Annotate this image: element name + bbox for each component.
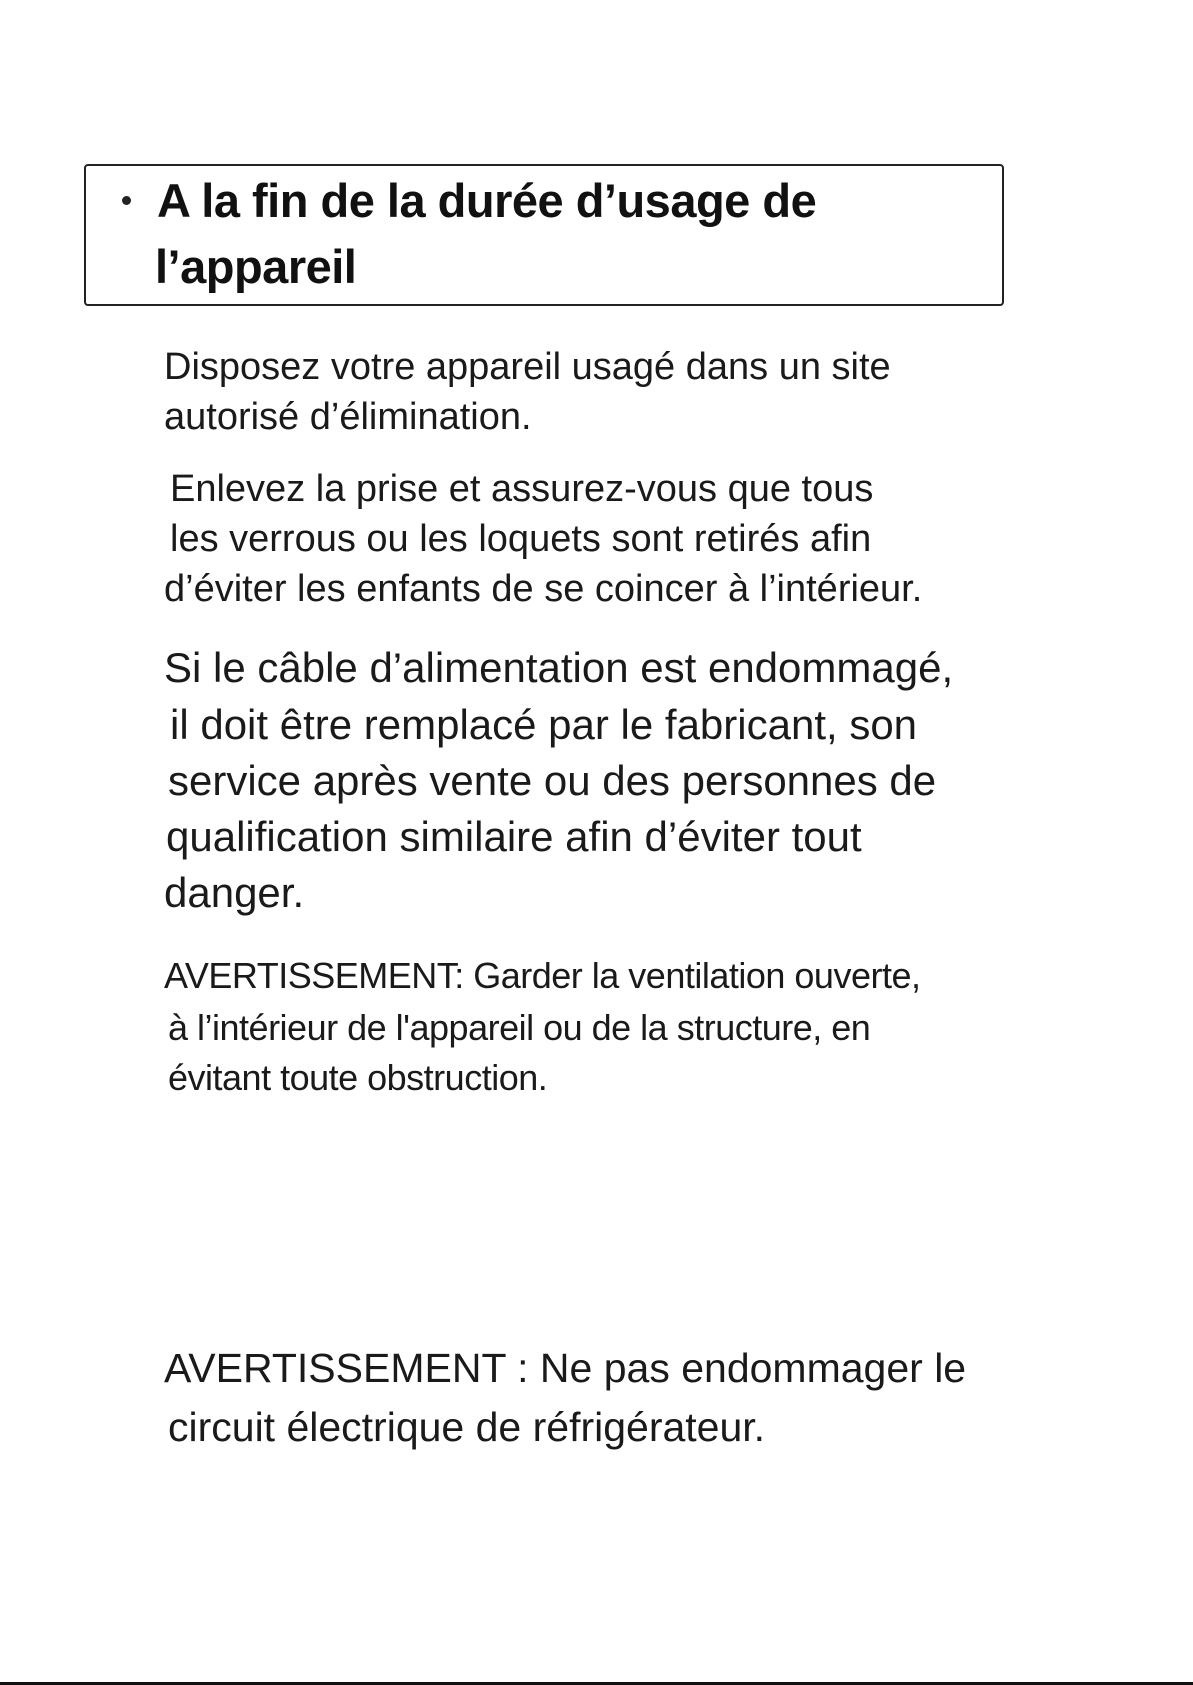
- text-line: service après vente ou des personnes de: [168, 757, 937, 804]
- section-heading-line2: l’appareil: [155, 240, 357, 293]
- text-line: évitant toute obstruction.: [168, 1057, 548, 1098]
- text-line: à l’intérieur de l'appareil ou de la structure, en: [168, 1007, 871, 1048]
- text-line: qualification similaire afin d’éviter tout: [166, 813, 862, 860]
- text-line: Si le câble d’alimentation est endommagé,: [164, 644, 954, 691]
- text-line: AVERTISSEMENT: Garder la ventilation ouverte,: [164, 955, 921, 996]
- text-line: d’éviter les enfants de se coincer à l’intérieur.: [164, 568, 923, 610]
- text-line: il doit être remplacé par le fabricant, son: [170, 701, 918, 748]
- text-line: autorisé d’élimination.: [164, 396, 532, 438]
- text-line: les verrous ou les loquets sont retirés afin: [170, 518, 872, 560]
- text-line: Disposez votre appareil usagé dans un site: [164, 346, 891, 388]
- text-line: AVERTISSEMENT : Ne pas endommager le: [164, 1345, 967, 1391]
- text-line: Enlevez la prise et assurez-vous que tous: [170, 468, 874, 510]
- section-heading-line1: A la fin de la durée d’usage de: [157, 174, 817, 227]
- text-line: circuit électrique de réfrigérateur.: [168, 1404, 766, 1450]
- text-line: danger.: [164, 869, 305, 916]
- bullet-icon: [122, 196, 131, 205]
